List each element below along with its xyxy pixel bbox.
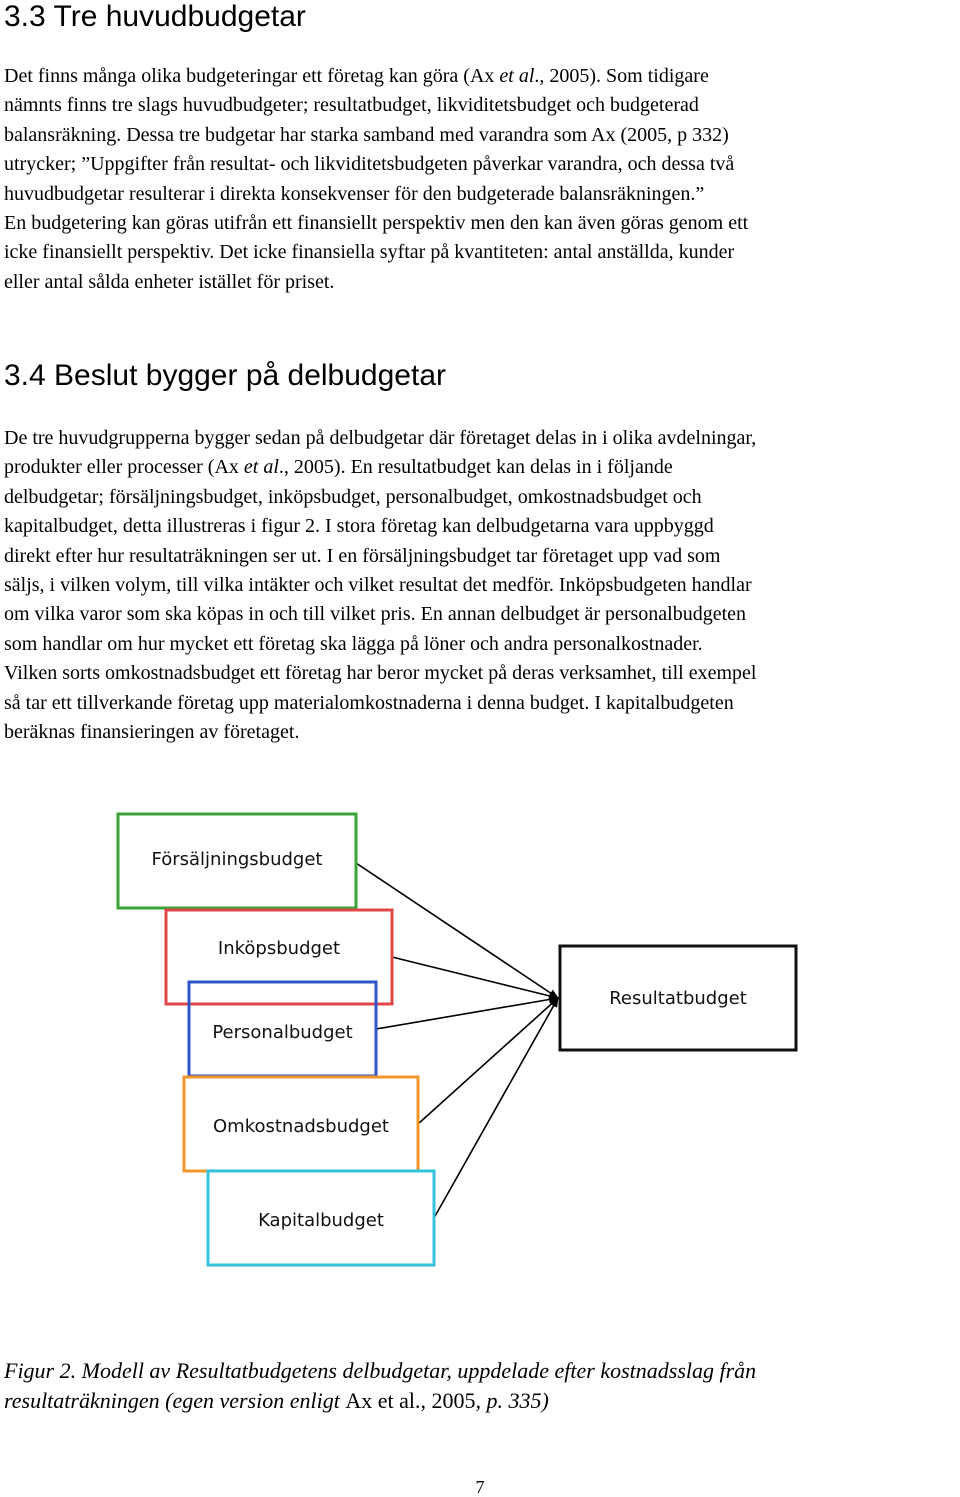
figure-caption-citation: Ax et al., 2005 [345, 1388, 476, 1413]
section-3-4-line [4, 630, 756, 659]
text-run: produkter eller processer (Ax [4, 456, 244, 479]
text-run: utrycker; ”Uppgifter från resultat- och likviditetsbudgeten påverkar varandra, och dessa två [4, 153, 735, 176]
arrow-to-resultatbudget [434, 998, 558, 1218]
delbudget-label: Personalbudget [212, 1022, 353, 1043]
section-heading-3-3: 3.3 Tre huvudbudgetar [4, 0, 306, 33]
section-3-3-line [4, 121, 748, 150]
text-run: icke finansiellt perspektiv. Det icke finansiella syftar på kvantiteten: antal anställda, kunder [4, 241, 735, 264]
section-3-4-line [4, 542, 756, 571]
arrow-to-resultatbudget [356, 863, 558, 998]
text-run: delbudgetar; försäljningsbudget, inköpsbudget, personalbudget, omkostnadsbudget och [4, 485, 702, 508]
text-run: ., 2005). En resultatbudget kan delas in i följande [278, 456, 673, 479]
section-3-4-line [4, 424, 756, 453]
section-3-3-line [4, 238, 748, 267]
delbudget-label: Försäljningsbudget [151, 849, 323, 870]
italic-text-run: et al [499, 65, 535, 87]
section-3-3-line [4, 268, 748, 297]
text-run: huvudbudgetar resulterar i direkta konsekvenser för den budgeterade balansräkningen.” [4, 182, 705, 205]
text-run: direkt efter hur resultaträkningen ser ut. I en försäljningsbudget tar företaget upp vad som [4, 544, 721, 567]
arrow-to-resultatbudget [392, 957, 558, 998]
text-run: balansräkning. Dessa tre budgetar har starka samband med varandra som Ax (2005, p 332) [4, 123, 729, 146]
section-3-3-line [4, 150, 748, 179]
resultatbudget-label: Resultatbudget [609, 988, 747, 1009]
text-run: Vilken sorts omkostnadsbudget ett företag har beror mycket på deras verksamhet, till exempel [4, 662, 757, 685]
section-3-4-line [4, 600, 756, 629]
section-3-4-line [4, 571, 756, 600]
section-heading-3-4: 3.4 Beslut bygger på delbudgetar [4, 359, 446, 392]
figure-caption [4, 1356, 756, 1416]
text-run: De tre huvudgrupperna bygger sedan på delbudgetar där företaget delas in i olika avdelningar, [4, 427, 757, 449]
section-3-3-line [4, 91, 748, 120]
page-number: 7 [475, 1477, 485, 1497]
section-3-4-line [4, 483, 756, 512]
section-3-4-line [4, 453, 756, 482]
section-3-3-line [4, 180, 748, 209]
budget-model-figure [0, 780, 960, 1320]
text-run: säljs, i vilken volym, till vilka intäkter och vilket resultat det medför. Inköpsbudgeten handlar [4, 574, 752, 597]
section-3-3-line [4, 62, 748, 91]
section-3-4-line [4, 512, 756, 541]
italic-text-run: et al [243, 456, 279, 479]
text-run: nämnts finns tre slags huvudbudgeter; resultatbudget, likviditetsbudget och budgeterad [4, 94, 699, 117]
text-run: beräknas finansieringen av företaget. [4, 721, 300, 744]
text-run: om vilka varor som ska köpas in och till vilket pris. En annan delbudget är personalbudgeten [4, 603, 747, 626]
text-run: ., 2005). Som tidigare [534, 65, 709, 87]
delbudget-label: Omkostnadsbudget [213, 1116, 389, 1137]
delbudget-label: Kapitalbudget [258, 1210, 384, 1231]
text-run: som handlar om hur mycket ett företag ska lägga på löner och andra personalkostnader. [4, 632, 703, 655]
arrow-to-resultatbudget [418, 998, 558, 1124]
section-3-4-line [4, 659, 756, 688]
figure-caption-line-2a: resultaträkningen (egen version enligt [4, 1388, 346, 1413]
figure-caption-line-1: Figur 2. Modell av Resultatbudgetens delbudgetar, uppdelade efter kostnadsslag från [4, 1358, 757, 1383]
text-run: En budgetering kan göras utifrån ett finansiellt perspektiv men den kan även göras genom ett [4, 212, 749, 235]
text-run: kapitalbudget, detta illustreras i figur 2. I stora företag kan delbudgetarna vara uppbyggd [4, 515, 714, 538]
section-3-4-line [4, 689, 756, 718]
section-3-3-paragraph [4, 62, 748, 297]
text-run: eller antal sålda enheter istället för priset. [4, 270, 335, 293]
section-3-4-paragraph [4, 424, 756, 747]
figure-caption-line-2c: , p. 335) [475, 1388, 549, 1413]
text-run: så tar ett tillverkande företag upp materialomkostnaderna i denna budget. I kapitalbudgeten [4, 691, 734, 714]
delbudget-label: Inköpsbudget [217, 938, 341, 959]
section-3-4-line [4, 718, 756, 747]
section-3-3-line [4, 209, 748, 238]
text-run: Det finns många olika budgeteringar ett företag kan göra (Ax [4, 65, 500, 87]
arrow-to-resultatbudget [376, 998, 558, 1029]
